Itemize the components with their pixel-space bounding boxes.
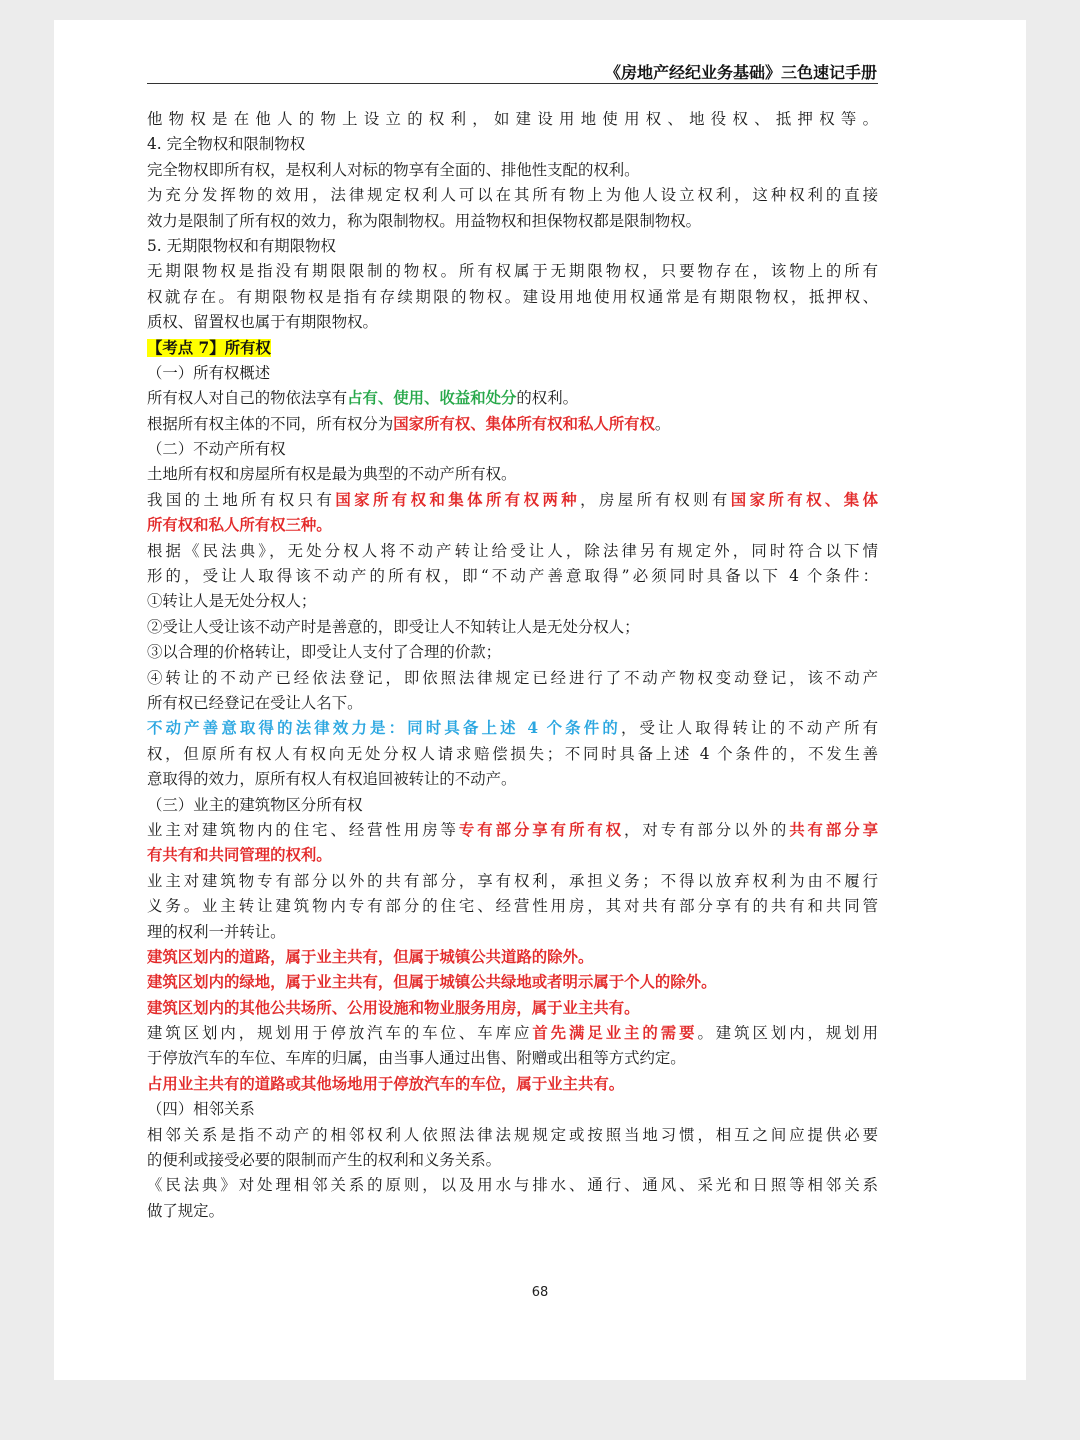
text-line: 业主对建筑物内的住宅、经营性用房等专有部分享有所有权，对专有部分以外的共有部分享 bbox=[147, 820, 878, 839]
text-line: 质权、留置权也属于有期限物权。 bbox=[147, 313, 378, 332]
text-line bbox=[147, 1072, 878, 1097]
heading-line: 5. 无期限物权和有期限物权 bbox=[147, 236, 336, 255]
text-line: 《民法典》对处理相邻关系的原则，以及用水与排水、通行、通风、采光和日照等相邻关系 bbox=[147, 1176, 878, 1195]
text-line: 的便利或接受必要的限制而产生的权利和义务关系。 bbox=[147, 1151, 501, 1170]
red-emphasis: 建筑区划内的其他公共场所、公用设施和物业服务用房，属于业主共有。 bbox=[147, 998, 640, 1017]
heading-line: 4. 完全物权和限制物权 bbox=[147, 135, 306, 154]
text-line: 根据《民法典》，无处分权人将不动产转让给受让人，除法律另有规定外，同时符合以下情 bbox=[147, 541, 878, 560]
text-line bbox=[147, 513, 878, 538]
red-emphasis: 占用业主共有的道路或其他场地用于停放汽车的车位，属于业主共有。 bbox=[147, 1074, 625, 1093]
red-emphasis: 有共有和共同管理的权利。 bbox=[147, 846, 332, 865]
text-line: 理的权利一并转让。 bbox=[147, 922, 286, 941]
text-line: 为充分发挥物的效用，法律规定权利人可以在其所有物上为他人设立权利，这种权利的直接 bbox=[147, 186, 878, 205]
highlight-label: 【考点 7】所有权 bbox=[147, 338, 271, 357]
page-body bbox=[147, 107, 878, 1224]
text-line: 权，但原所有权人有权向无处分权人请求赔偿损失；不同时具备上述 4 个条件的，不发生善 bbox=[147, 744, 878, 763]
text-line bbox=[147, 970, 878, 995]
red-emphasis: 首先满足业主的需要 bbox=[532, 1024, 698, 1043]
text-line: 相邻关系是指不动产的相邻权利人依照法律法规规定或按照当地习惯，相互之间应提供必要 bbox=[147, 1125, 878, 1144]
text-line: 业主对建筑物专有部分以外的共有部分，享有权利，承担义务；不得以放弃权利为由不履行 bbox=[147, 871, 878, 890]
subheading-line: （二）不动产所有权 bbox=[147, 440, 286, 459]
red-emphasis: 国家所有权和集体所有权两种 bbox=[335, 490, 581, 509]
list-item: ①转让人是无处分权人； bbox=[147, 592, 317, 611]
red-emphasis: 建筑区划内的道路，属于业主共有，但属于城镇公共道路的除外。 bbox=[147, 947, 594, 966]
running-header: 《房地产经纪业务基础》三色速记手册 bbox=[604, 63, 877, 82]
red-emphasis: 国家所有权、集体所有权和私人所有权 bbox=[393, 414, 655, 433]
text-line: 所有权人对自己的物依法享有占有、使用、收益和处分的权利。 bbox=[147, 389, 578, 408]
text-line: 不动产善意取得的法律效力是：同时具备上述 4 个条件的，受让人取得转让的不动产所有 bbox=[147, 719, 878, 738]
text-line: 义务。业主转让建筑物内专有部分的住宅、经营性用房，其对共有部分享有的共有和共同管 bbox=[147, 897, 878, 916]
list-item: ③以合理的价格转让，即受让人支付了合理的价款； bbox=[147, 643, 501, 662]
header-rule bbox=[147, 83, 878, 84]
text-line: 形的，受让人取得该不动产的所有权，即“不动产善意取得”必须同时具备以下 4 个条件： bbox=[147, 567, 878, 586]
subheading-line: （一）所有权概述 bbox=[147, 363, 271, 382]
text-line: 无期限物权是指没有期限限制的物权。所有权属于无期限物权，只要物存在，该物上的所有 bbox=[147, 262, 878, 281]
blue-emphasis: 不动产善意取得的法律效力是：同时具备上述 4 个条件的 bbox=[147, 719, 621, 738]
text-line: 所有权已经登记在受让人名下。 bbox=[147, 693, 363, 712]
list-item: ④转让的不动产已经依法登记，即依照法律规定已经进行了不动产物权变动登记，该不动产 bbox=[147, 668, 878, 687]
list-item: ②受让人受让该不动产时是善意的，即受让人不知转让人是无处分权人； bbox=[147, 617, 640, 636]
red-emphasis: 所有权和私人所有权三种。 bbox=[147, 516, 332, 535]
subheading-line: （四）相邻关系 bbox=[147, 1100, 255, 1119]
text-line: 于停放汽车的车位、车库的归属，由当事人通过出售、附赠或出租等方式约定。 bbox=[147, 1049, 686, 1068]
text-line: 建筑区划内，规划用于停放汽车的车位、车库应首先满足业主的需要。建筑区划内，规划用 bbox=[147, 1024, 878, 1043]
green-emphasis: 占有、使用、收益和处分 bbox=[347, 389, 517, 408]
red-emphasis: 共有部分享 bbox=[789, 820, 878, 839]
text-line: 完全物权即所有权，是权利人对标的物享有全面的、排他性支配的权利。 bbox=[147, 160, 640, 179]
page-number: 68 bbox=[531, 1285, 549, 1300]
text-line: 他物权是在他人的物上设立的权利，如建设用地使用权、地役权、抵押权等。 bbox=[147, 110, 878, 128]
exam-point-heading bbox=[147, 336, 878, 361]
text-line: 根据所有权主体的不同，所有权分为国家所有权、集体所有权和私人所有权。 bbox=[147, 414, 671, 433]
text-line: 效力是限制了所有权的效力，称为限制物权。用益物权和担保物权都是限制物权。 bbox=[147, 211, 702, 230]
red-emphasis: 国家所有权、集体 bbox=[730, 490, 878, 509]
text-line: 做了规定。 bbox=[147, 1201, 224, 1220]
subheading-line: （三）业主的建筑物区分所有权 bbox=[147, 795, 363, 814]
text-line: 我国的土地所有权只有国家所有权和集体所有权两种，房屋所有权则有国家所有权、集体 bbox=[147, 490, 878, 509]
text-line: 权就存在。有期限物权是指有存续期限的物权。建设用地使用权通常是有期限物权，抵押权、 bbox=[147, 287, 878, 306]
text-line bbox=[147, 843, 878, 868]
text-line: 意取得的效力，原所有权人有权追回被转让的不动产。 bbox=[147, 770, 517, 789]
text-line bbox=[147, 996, 878, 1021]
red-emphasis: 建筑区划内的绿地，属于业主共有，但属于城镇公共绿地或者明示属于个人的除外。 bbox=[147, 973, 717, 992]
red-emphasis: 专有部分享有所有权 bbox=[458, 820, 625, 839]
text-line bbox=[147, 945, 878, 970]
text-line: 土地所有权和房屋所有权是最为典型的不动产所有权。 bbox=[147, 465, 517, 484]
